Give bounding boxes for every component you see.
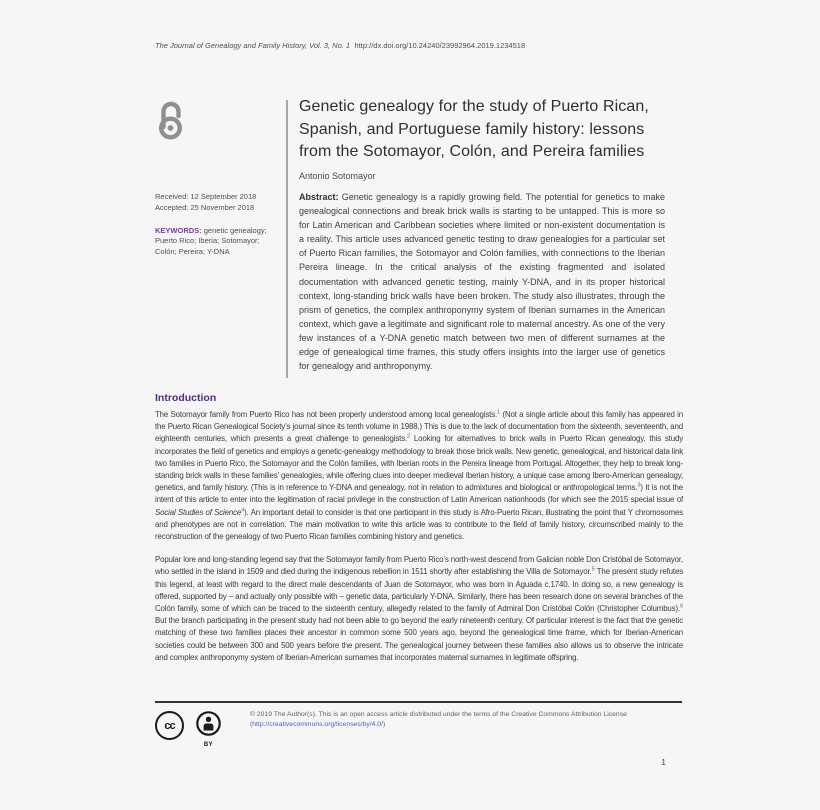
keywords-list: genetic genealogy; Puerto Rico; Iberia; Sotomayor; Colón; Pereira; Y-DNA xyxy=(155,225,267,257)
footnote-ref[interactable]: 3 xyxy=(637,482,641,489)
footer-divider xyxy=(155,701,682,703)
license-text: © 2019 The Author(s). This is an open access article distributed under the terms of the Creative Commons Attribution License ( xyxy=(250,711,627,728)
license-text-end: ) xyxy=(382,720,386,728)
title-abstract-rule xyxy=(286,100,288,378)
introduction-section xyxy=(155,392,683,675)
keywords-block xyxy=(155,226,283,258)
received-date: Received: 12 September 2018 xyxy=(155,192,257,201)
footnote-ref[interactable]: 6 xyxy=(679,603,683,610)
footnote-ref[interactable]: 1 xyxy=(497,409,501,416)
footnote-ref[interactable]: 2 xyxy=(407,433,411,440)
creative-commons-icon: cc xyxy=(155,711,184,740)
abstract-text: Genetic genealogy is a rapidly growing field. The potential for genetics to make genealogical connections and break brick walls is starting to be untapped. This is more so for Latin American and Caribbean societies where limited or non-existent documentation is a reality. This article uses advanced genetic testing to draw genealogies for a particular set of Puerto Rican families, the Sotomayor and Colón families, with connections to the Iberian Pereira lineage. In the critical analysis of the existing fragmented and isolated documentation with advanced genetic testing, mainly Y-DNA, and in its proper historical context, long-standing brick walls have been broken. The study also illustrates, through the prism of genetics, the complex anthroponymy system of Iberian surnames in the American context, which gave a legitimate and significant role to maternal ancestry. As one of the very few instances of a Y-DNA genetic match between two men of different surnames at the edge of genealogical time frames, this study offers insights into the larger use of genetics for genealogy and anthroponymy. xyxy=(299,192,665,372)
license-badges xyxy=(155,711,221,748)
footnote-ref[interactable]: 5 xyxy=(591,566,595,573)
page-number: 1 xyxy=(661,757,666,767)
accepted-date: Accepted: 25 November 2018 xyxy=(155,202,255,212)
title-block xyxy=(299,96,677,181)
introduction-heading: Introduction xyxy=(155,392,217,404)
author-name: Antonio Sotomayor xyxy=(299,170,376,181)
introduction-paragraph-1: The Sotomayor family from Puerto Rico has not been properly understood among local genealogists.$^1$ (Not a single article about this family has appeared in the Puerto Rican Genealogical Society’s journal since its tenth volume in 1988.) This is due to the lack of documentation from the sixteenth, seventeenth, and eighteenth centuries, which presents a great challenge to genealogists.$^2$ Looking for alternatives to brick walls in Puerto Rican genealogy, this study incorporates the field of genetics and employs a genetic-genealogy methodology to break those brick walls. New genetic, genealogical, and historical data link two families in Puerto Rico, the Sotomayor and the Colón families, with Iberian roots in the Pereira lineage from Portugal. Altogether, they help to break long-standing brick walls in these families’ genealogies, while offering clues into deeper medieval Iberian history, a unique case among Ibero-American genealogy, genetics, and family history. (This is in reference to Y-DNA and genealogy, not in relation to admixtures and biological or anthropological terms.$^3$) It is not the intent of this article to enter into the legitimation of racial privilege in the construction of Latin American nationhoods (for which see the 2015 special issue of Social Studies of Science$^4$). An important detail to consider is that one participant in this study is Afro-Puerto Rican, illustrating the point that Y chromosomes and phenotypes are not in correlation. The main motivation to write this article was to contribute to the field of family history, circumscribed mainly to the reconstruction of the genealogy of two Puerto Rican families combining history and genetics. xyxy=(155,409,683,542)
article-meta xyxy=(155,192,283,258)
doi-text: http://dx.doi.org/10.24240/23992964.2019.1234518 xyxy=(354,41,526,50)
introduction-paragraph-2: Popular lore and long-standing legend say that the Sotomayor family from Puerto Rico’s north-west descend from Galician noble Don Cristóbal de Sotomayor, who settled in the island in 1509 and died during the indigenous rebellion in 1511 shortly after establishing the Villa de Sotomayor.$^5$ The present study refutes this legend, at least with regard to the direct male descendants of Juan de Sotomayor, who was born in Aguada c.1740. In doing so, a new genealogy is offered, supported by – and actually only possible with – genetic data, particularly Y-DNA. Similarly, there has been research done on several branches of the Colón family, some of which can be traced to the sixteenth century, allegedly related to the family of Admiral Don Cristóbal Colón (Christopher Columbus).$^6$ But the branch participating in the present study had not been able to go beyond the early nineteenth century. Of particular interest is the fact that the genetic matching of these two families places their ancestor in common some 500 years ago, beyond the genealogical time frame, which for Iberian-American societies could be between 300 and 500 years before the present. The genealogical journey between these families also allows us to observe the intricate and complex anthroponymy system of Iberian-American surnames that incorporates maternal surnames in legitimate offspring. xyxy=(155,555,684,662)
cc-attribution-person-icon xyxy=(196,711,221,741)
keywords-label: KEYWORDS: xyxy=(155,225,202,235)
abstract xyxy=(299,190,665,373)
license-statement xyxy=(250,710,680,729)
journal-title: The Journal of Genealogy and Family History, Vol. 3, No. 1 xyxy=(155,41,351,50)
journal-header xyxy=(155,35,585,53)
abstract-label: Abstract: xyxy=(299,192,339,202)
page-title: Genetic genealogy for the study of Puerto Rican, Spanish, and Portuguese family history: lessons from the Sotomayor, Colón, and Pereira families xyxy=(299,98,649,160)
license-link[interactable]: http://creativecommons.org/licenses/by/4.0/ xyxy=(252,720,383,728)
footnote-ref[interactable]: 4 xyxy=(241,507,245,513)
cc-by-label: BY xyxy=(203,742,214,748)
open-access-padlock-icon xyxy=(153,98,189,142)
cc-by-badge xyxy=(196,711,221,748)
